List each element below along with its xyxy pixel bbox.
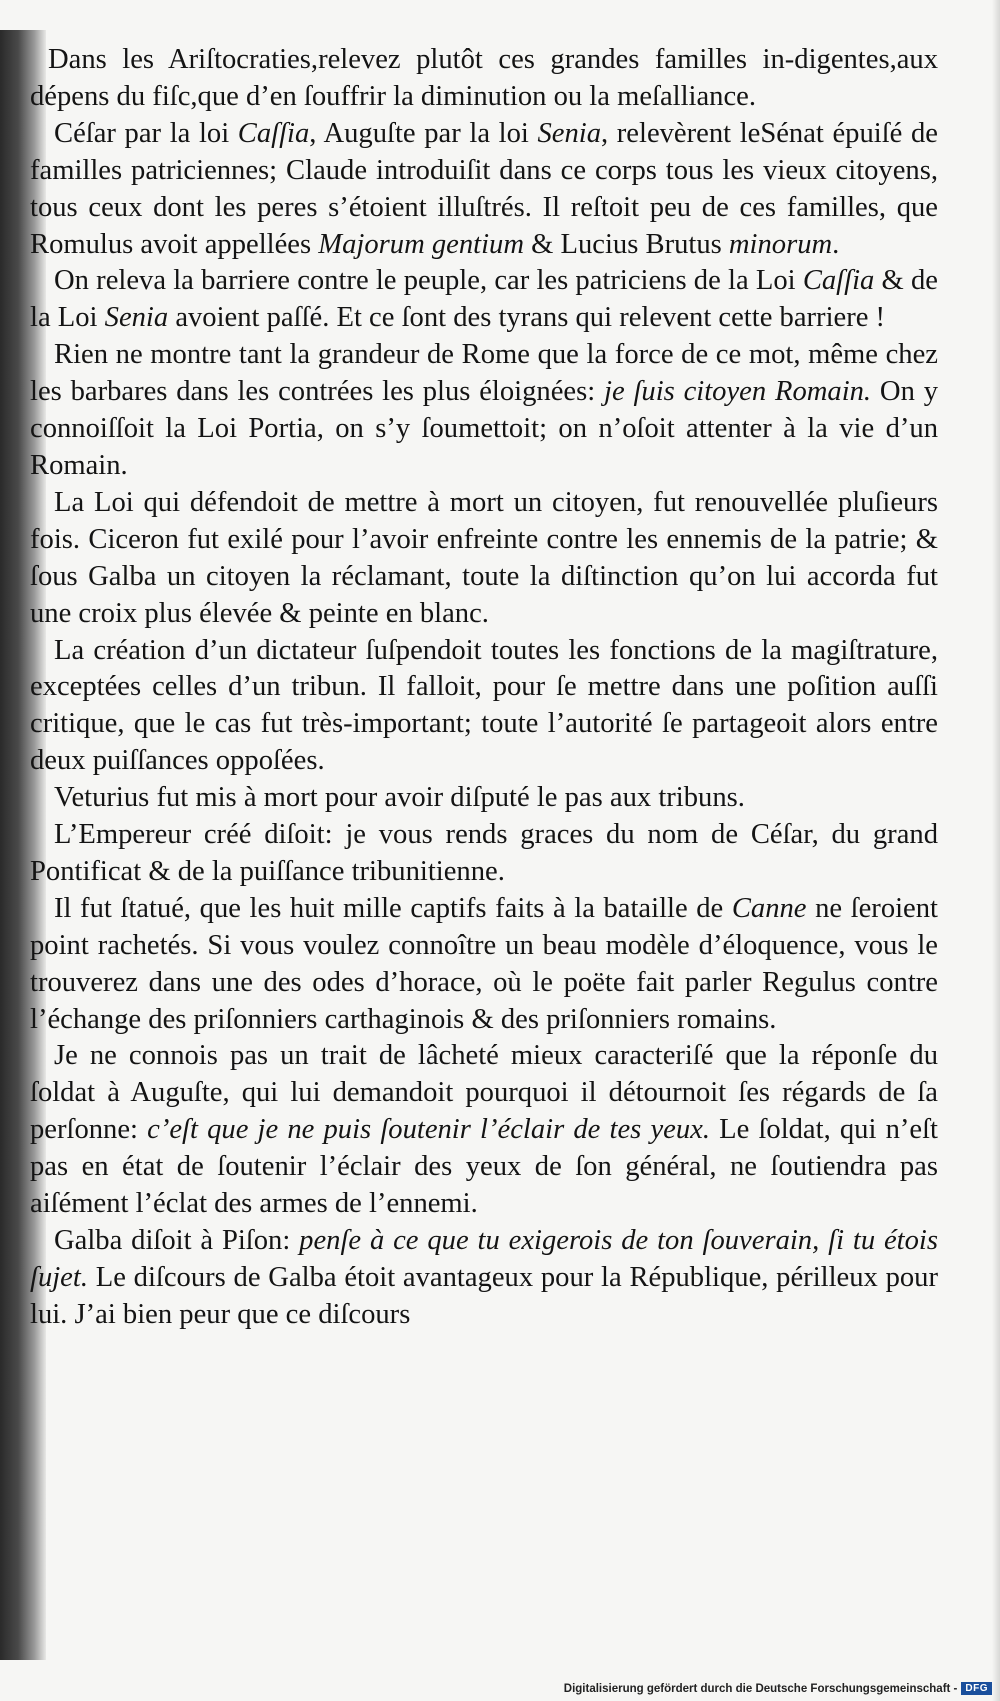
text-segment: Rien ne montre tant la grandeur de Rome que la force de ce mot, même chez les barbares dans les contrées les plus éloignées:	[30, 339, 938, 408]
italic-text: Majorum gentium	[318, 228, 524, 260]
text-segment: Je ne connois pas un trait de lâcheté mieux caracteriſé que la réponſe du ſoldat à Auguſte, qui lui demandoit pourquoi il détournoit ſes régards de ſa perſonne:	[30, 1040, 938, 1146]
paragraph	[30, 891, 938, 1039]
text-segment: Dans les Ariſtocraties,relevez plutôt ces grandes familles in-digentes,aux dépens du fiſc,que d’en ſouffrir la diminution ou la meſalliance.	[30, 44, 938, 112]
paragraph	[30, 817, 938, 891]
text-segment: Le diſcours de Galba étoit avantageux pour la République, périlleux pour lui. J’ai bien peur que ce diſcours	[30, 1261, 938, 1330]
paragraph	[30, 263, 938, 337]
paragraph	[30, 337, 938, 485]
italic-text: Senia	[104, 302, 169, 334]
paragraph	[30, 633, 938, 781]
paragraph	[30, 1223, 938, 1334]
paragraph	[30, 1038, 938, 1223]
text-segment: On releva la barriere contre le peuple, car les patriciens de la Loi	[54, 265, 803, 297]
text-segment: Céſar par la loi	[54, 117, 238, 149]
italic-text: Caſſia	[802, 265, 875, 297]
italic-text: c’eſt que je ne puis ſoutenir l’éclair de tes yeux.	[147, 1114, 710, 1146]
text-segment: & de la Loi	[30, 265, 938, 334]
text-segment: Il fut ſtatué, que les huit mille captifs faits à la bataille de	[54, 892, 732, 924]
paragraph	[30, 42, 938, 116]
text-segment: , relevèrent leSénat épuiſé de familles patriciennes; Claude introduiſit dans ce corps tous les vieux citoyens, tous ceux dont les peres s’étoient illuſtrés. Il reſtoit peu de ces familles, que Romulus avoit appellées	[30, 117, 938, 260]
text-segment: Galba diſoit à Piſon:	[54, 1225, 300, 1256]
text-segment: La Loi qui défendoit de mettre à mort un citoyen, fut renouvellée pluſieurs fois. Ciceron fut exilé pour l’avoir enfreinte contre les ennemis de la patrie; & ſous Galba un citoyen la réclamant, toute la diſtinction qu’on lui accorda fut une croix plus élevée & peinte en blanc.	[30, 486, 938, 629]
italic-text: Senia	[537, 117, 601, 149]
text-segment: ne ſeroient point rachetés. Si vous voulez connoître un beau modèle d’éloquence, vous le trouverez dans une des odes d’horace, où le poëte fait parler Regulus contre l’échange des priſonniers carthaginois & des priſonniers romains.	[30, 892, 938, 1035]
digitization-footer	[564, 1682, 992, 1695]
body-text	[30, 42, 938, 1334]
italic-text: minorum	[728, 228, 833, 260]
text-segment: On y connoiſſoit la Loi Portia, on s’y ſoumettoit; on n’oſoit attenter à la vie d’un Romain.	[30, 376, 938, 481]
paragraph	[30, 780, 938, 817]
page-edge-right	[992, 0, 1000, 1701]
text-segment: La création d’un dictateur ſuſpendoit toutes les fonctions de la magiſtrature, exceptées celles d’un tribun. Il falloit, pour ſe mettre dans une poſition auſſi critique, que le cas fut très-important; toute l’autorité ſe partageoit alors entre deux puiſſances oppoſées.	[30, 634, 938, 777]
paragraph	[30, 485, 938, 633]
text-segment: L’Empereur créé diſoit: je vous rends graces du nom de Céſar, du grand Pontificat & de la puiſſance tribunitienne.	[30, 819, 938, 887]
italic-text: Caſſia	[237, 117, 310, 149]
text-segment: .	[832, 228, 840, 260]
text-segment: avoient paſſé. Et ce ſont des tyrans qui relevent cette barriere !	[168, 302, 886, 334]
italic-text: Canne	[731, 892, 807, 924]
text-segment: , Auguſte par la loi	[309, 117, 538, 149]
italic-text: penſe à ce que tu exigerois de ton ſouverain, ſi tu étois ſujet.	[30, 1225, 939, 1293]
paragraph	[30, 116, 938, 264]
text-segment: Veturius fut mis à mort pour avoir diſputé le pas aux tribuns.	[54, 782, 745, 814]
footer-credit: Digitalisierung gefördert durch die Deutsche Forschungsgemeinschaft -	[563, 1682, 958, 1695]
dfg-logo: DFG	[961, 1682, 992, 1695]
text-segment: Le ſoldat, qui n’eſt pas en état de ſoutenir l’éclair des yeux de ſon général, ne ſoutiendra pas aiſément l’éclat des armes de l’ennemi.	[30, 1114, 938, 1220]
text-segment: & Lucius Brutus	[523, 228, 729, 260]
italic-text: je ſuis citoyen Romain.	[604, 376, 872, 408]
